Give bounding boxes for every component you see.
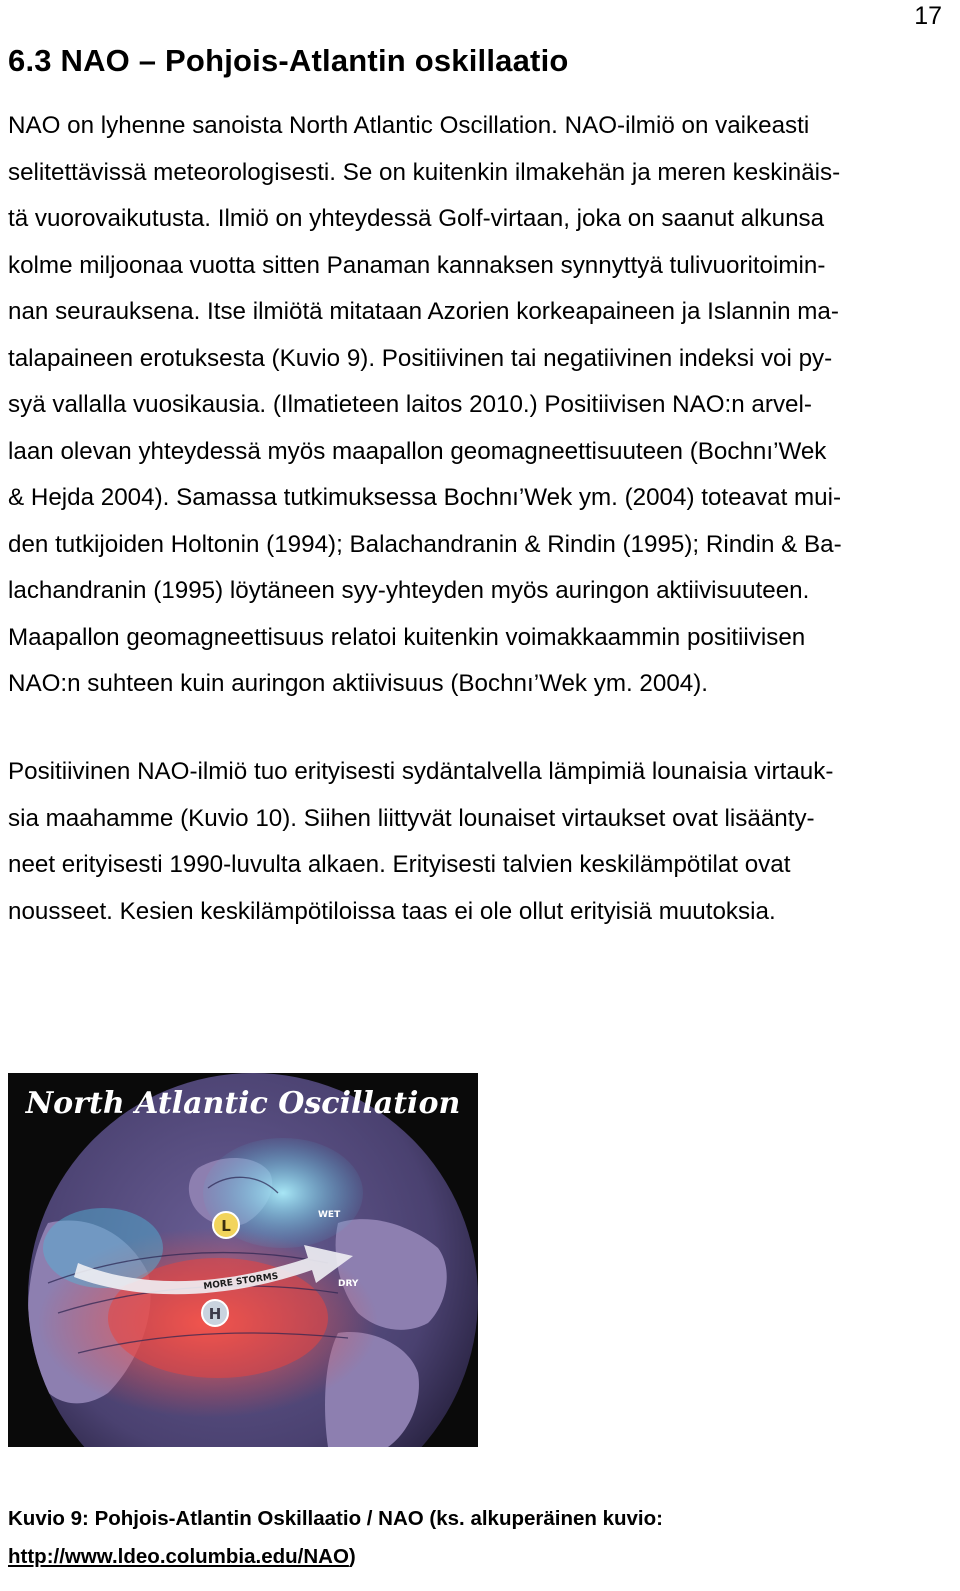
storms-label: MORE STORMS	[202, 1271, 280, 1293]
text-line: lachandranin (1995) löytäneen syy-yhteyden myös auringon aktiivisuuteen.	[8, 577, 810, 604]
text-line: NAO on lyhenne sanoista North Atlantic Oscillation. NAO-ilmiö on vaikeasti	[8, 112, 810, 139]
text-line: laan olevan yhteydessä myös maapallon geomagneettisuuteen (Bochnı’Wek	[8, 437, 827, 465]
text-line: talapaineen erotuksesta (Kuvio 9). Positiivinen tai negatiivinen indeksi voi py-	[8, 344, 833, 372]
text-line: den tutkijoiden Holtonin (1994); Balachandranin & Rindin (1995); Rindin & Ba-	[8, 530, 842, 558]
text-line: syä vallalla vuosikausia. (Ilmatieteen laitos 2010.) Positiivisen NAO:n arvel-	[8, 391, 812, 418]
paragraph-nao-intro	[8, 103, 952, 708]
text-line: nousseet. Kesien keskilämpötiloissa taas ei ole ollut erityisiä muutoksia.	[8, 897, 776, 925]
dry-label: DRY	[338, 1279, 359, 1289]
text-line: neet erityisesti 1990-luvulta alkaen. Erityisesti talvien keskilämpötilat ovat	[8, 851, 791, 878]
figure-title: North Atlantic Oscillation	[25, 1086, 461, 1121]
page-number: 17	[914, 2, 942, 30]
low-pressure-label: L	[221, 1217, 231, 1235]
text-line: Maapallon geomagneettisuus relatoi kuitenkin voimakkaammin positiivisen	[8, 623, 806, 651]
source-link[interactable]: http://www.ldeo.columbia.edu/NAO	[8, 1545, 349, 1568]
nao-globe-illustration	[8, 1073, 478, 1447]
high-pressure-label: H	[208, 1305, 222, 1323]
paragraph-positive-nao	[8, 749, 952, 935]
text-line: selitettävissä meteorologisesti. Se on kuitenkin ilmakehän ja meren keskinäis-	[8, 158, 841, 186]
text-line: kolme miljoonaa vuotta sitten Panaman kannaksen synnyttyä tulivuoritoimin-	[8, 251, 826, 279]
text-line: Positiivinen NAO-ilmiö tuo erityisesti sydäntalvella lämpimiä lounaisia virtauk-	[8, 758, 834, 785]
section-heading: 6.3 NAO – Pohjois-Atlantin oskillaatio	[8, 43, 569, 78]
wet-label: WET	[318, 1210, 341, 1220]
text-line: NAO:n suhteen kuin auringon aktiivisuus (Bochnı’Wek ym. 2004).	[8, 670, 708, 697]
caption-link-line	[8, 1538, 663, 1576]
caption-closing-paren: )	[348, 1545, 356, 1568]
figure-caption	[8, 1500, 663, 1576]
nao-figure	[8, 1073, 478, 1447]
text-line: & Hejda 2004). Samassa tutkimuksessa Bochnı’Wek ym. (2004) toteavat mui-	[8, 484, 842, 511]
text-line: nan seurauksena. Itse ilmiötä mitataan Azorien korkeapaineen ja Islannin ma-	[8, 298, 839, 325]
caption-text: Kuvio 9: Pohjois-Atlantin Oskillaatio / NAO (ks. alkuperäinen kuvio:	[8, 1507, 663, 1530]
text-line: tä vuorovaikutusta. Ilmiö on yhteydessä Golf-virtaan, joka on saanut alkunsa	[8, 205, 825, 232]
text-line: sia maahamme (Kuvio 10). Siihen liittyvät lounaiset virtaukset ovat lisäänty-	[8, 804, 815, 832]
